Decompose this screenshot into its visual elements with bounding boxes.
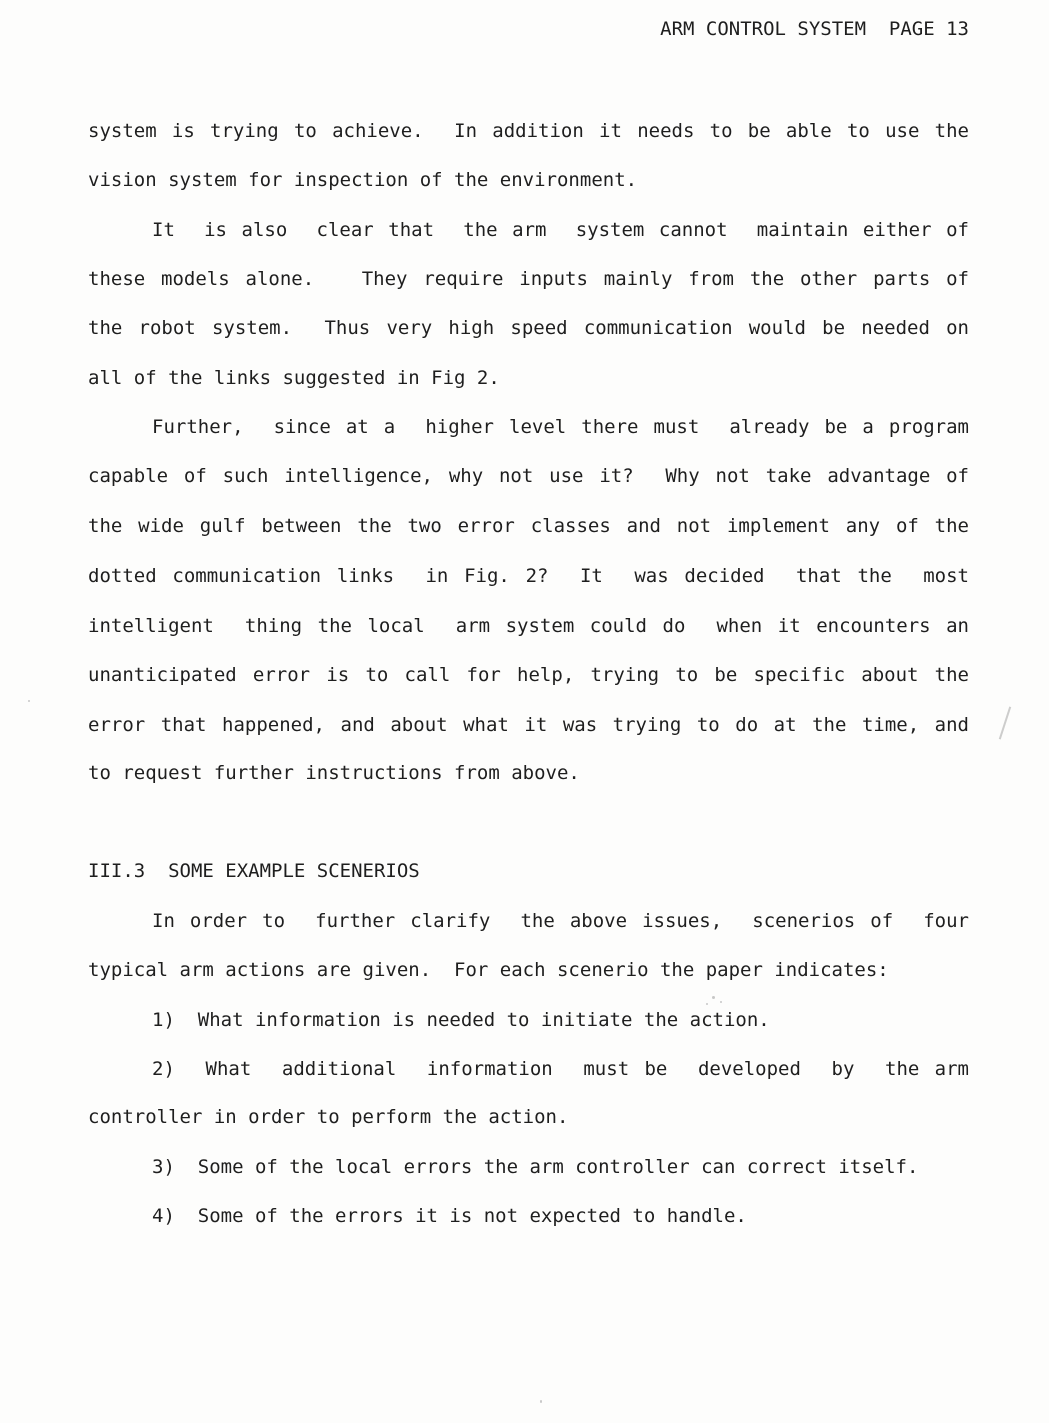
- paragraph-1-line-1: system is trying to achieve. In addition it needs to be able to use the: [88, 120, 969, 142]
- paragraph-3-line-7: error that happened, and about what it was trying to do at the time, and: [88, 714, 969, 736]
- scan-speck: [720, 1001, 722, 1003]
- paragraph-3-line-2: capable of such intelligence, why not use it? Why not take advantage of: [88, 465, 969, 487]
- page-header: ARM CONTROL SYSTEM PAGE 13: [660, 18, 969, 40]
- paragraph-3-line-1: Further, since at a higher level there must already be a program: [152, 416, 969, 438]
- section-intro-line-1: In order to further clarify the above issues, scenerios of four: [152, 910, 969, 932]
- paragraph-3-line-5: intelligent thing the local arm system could do when it encounters an: [88, 615, 969, 637]
- list-item-1: 1) What information is needed to initiate the action.: [152, 1009, 770, 1031]
- section-intro-line-2: typical arm actions are given. For each scenerio the paper indicates:: [88, 959, 889, 981]
- list-item-3: 3) Some of the local errors the arm controller can correct itself.: [152, 1156, 919, 1178]
- scan-speck: [712, 996, 715, 999]
- paragraph-3-line-4: dotted communication links in Fig. 2? It was decided that the most: [88, 565, 969, 587]
- paragraph-3-line-3: the wide gulf between the two error classes and not implement any of the: [88, 515, 969, 537]
- list-item-2: 2) What additional information must be developed by the arm: [152, 1058, 969, 1080]
- paragraph-2-line-3: the robot system. Thus very high speed communication would be needed on: [88, 317, 969, 339]
- scan-speck: [540, 1400, 542, 1403]
- paragraph-3-line-6: unanticipated error is to call for help, trying to be specific about the: [88, 664, 969, 686]
- paragraph-2-line-1: It is also clear that the arm system cannot maintain either of: [152, 219, 969, 241]
- scan-speck: [706, 1003, 708, 1005]
- section-heading: III.3 SOME EXAMPLE SCENERIOS: [88, 860, 420, 882]
- paragraph-2-line-2: these models alone. They require inputs mainly from the other parts of: [88, 268, 969, 290]
- scan-speck: [28, 700, 30, 702]
- paragraph-3-line-8: to request further instructions from above.: [88, 762, 580, 784]
- list-item-2-continued: controller in order to perform the action.: [88, 1106, 569, 1128]
- paragraph-2-line-4: all of the links suggested in Fig 2.: [88, 367, 500, 389]
- list-item-4: 4) Some of the errors it is not expected to handle.: [152, 1205, 747, 1227]
- paragraph-1-line-2: vision system for inspection of the environment.: [88, 169, 638, 191]
- margin-pencil-mark: [999, 707, 1011, 740]
